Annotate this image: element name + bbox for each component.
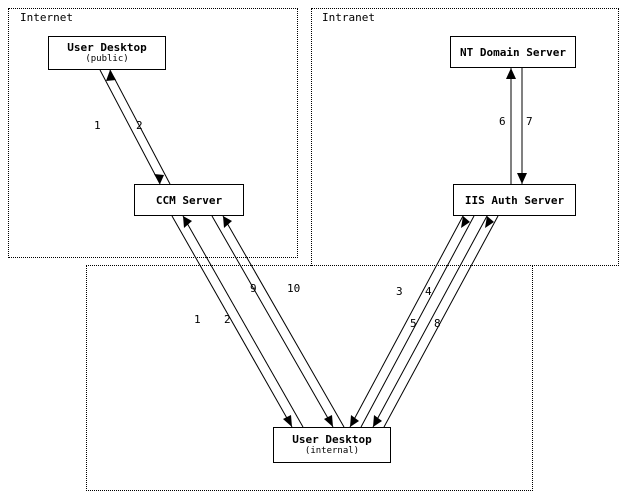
edge-label-3: 3 bbox=[396, 285, 403, 298]
zone-intranet-label: Intranet bbox=[322, 11, 375, 24]
node-nt-domain-server[interactable] bbox=[450, 36, 576, 68]
edge-label-4: 4 bbox=[425, 285, 432, 298]
node-user-desktop-public[interactable] bbox=[48, 36, 166, 70]
node-title: NT Domain Server bbox=[460, 45, 566, 59]
edge-label-8: 8 bbox=[434, 317, 441, 330]
node-subtitle: (internal) bbox=[304, 446, 360, 456]
edge-label-5: 5 bbox=[410, 317, 417, 330]
edge-label-2-internal: 2 bbox=[224, 313, 231, 326]
edge-label-9: 9 bbox=[250, 282, 257, 295]
edge-label-6: 6 bbox=[499, 115, 506, 128]
zone-internet-label: Internet bbox=[20, 11, 73, 24]
node-ccm-server[interactable] bbox=[134, 184, 244, 216]
edge-label-1-internal: 1 bbox=[194, 313, 201, 326]
node-iis-auth-server[interactable] bbox=[453, 184, 576, 216]
node-title: User Desktop bbox=[67, 41, 147, 54]
edge-label-7: 7 bbox=[526, 115, 533, 128]
node-title: CCM Server bbox=[155, 193, 223, 207]
edge-label-2-public: 2 bbox=[136, 119, 143, 132]
node-user-desktop-internal[interactable] bbox=[273, 427, 391, 463]
node-subtitle: (public) bbox=[85, 54, 129, 64]
edge-label-10: 10 bbox=[287, 282, 301, 295]
node-title: User Desktop bbox=[292, 433, 372, 446]
node-title: IIS Auth Server bbox=[464, 193, 565, 207]
edge-label-1-public: 1 bbox=[94, 119, 101, 132]
